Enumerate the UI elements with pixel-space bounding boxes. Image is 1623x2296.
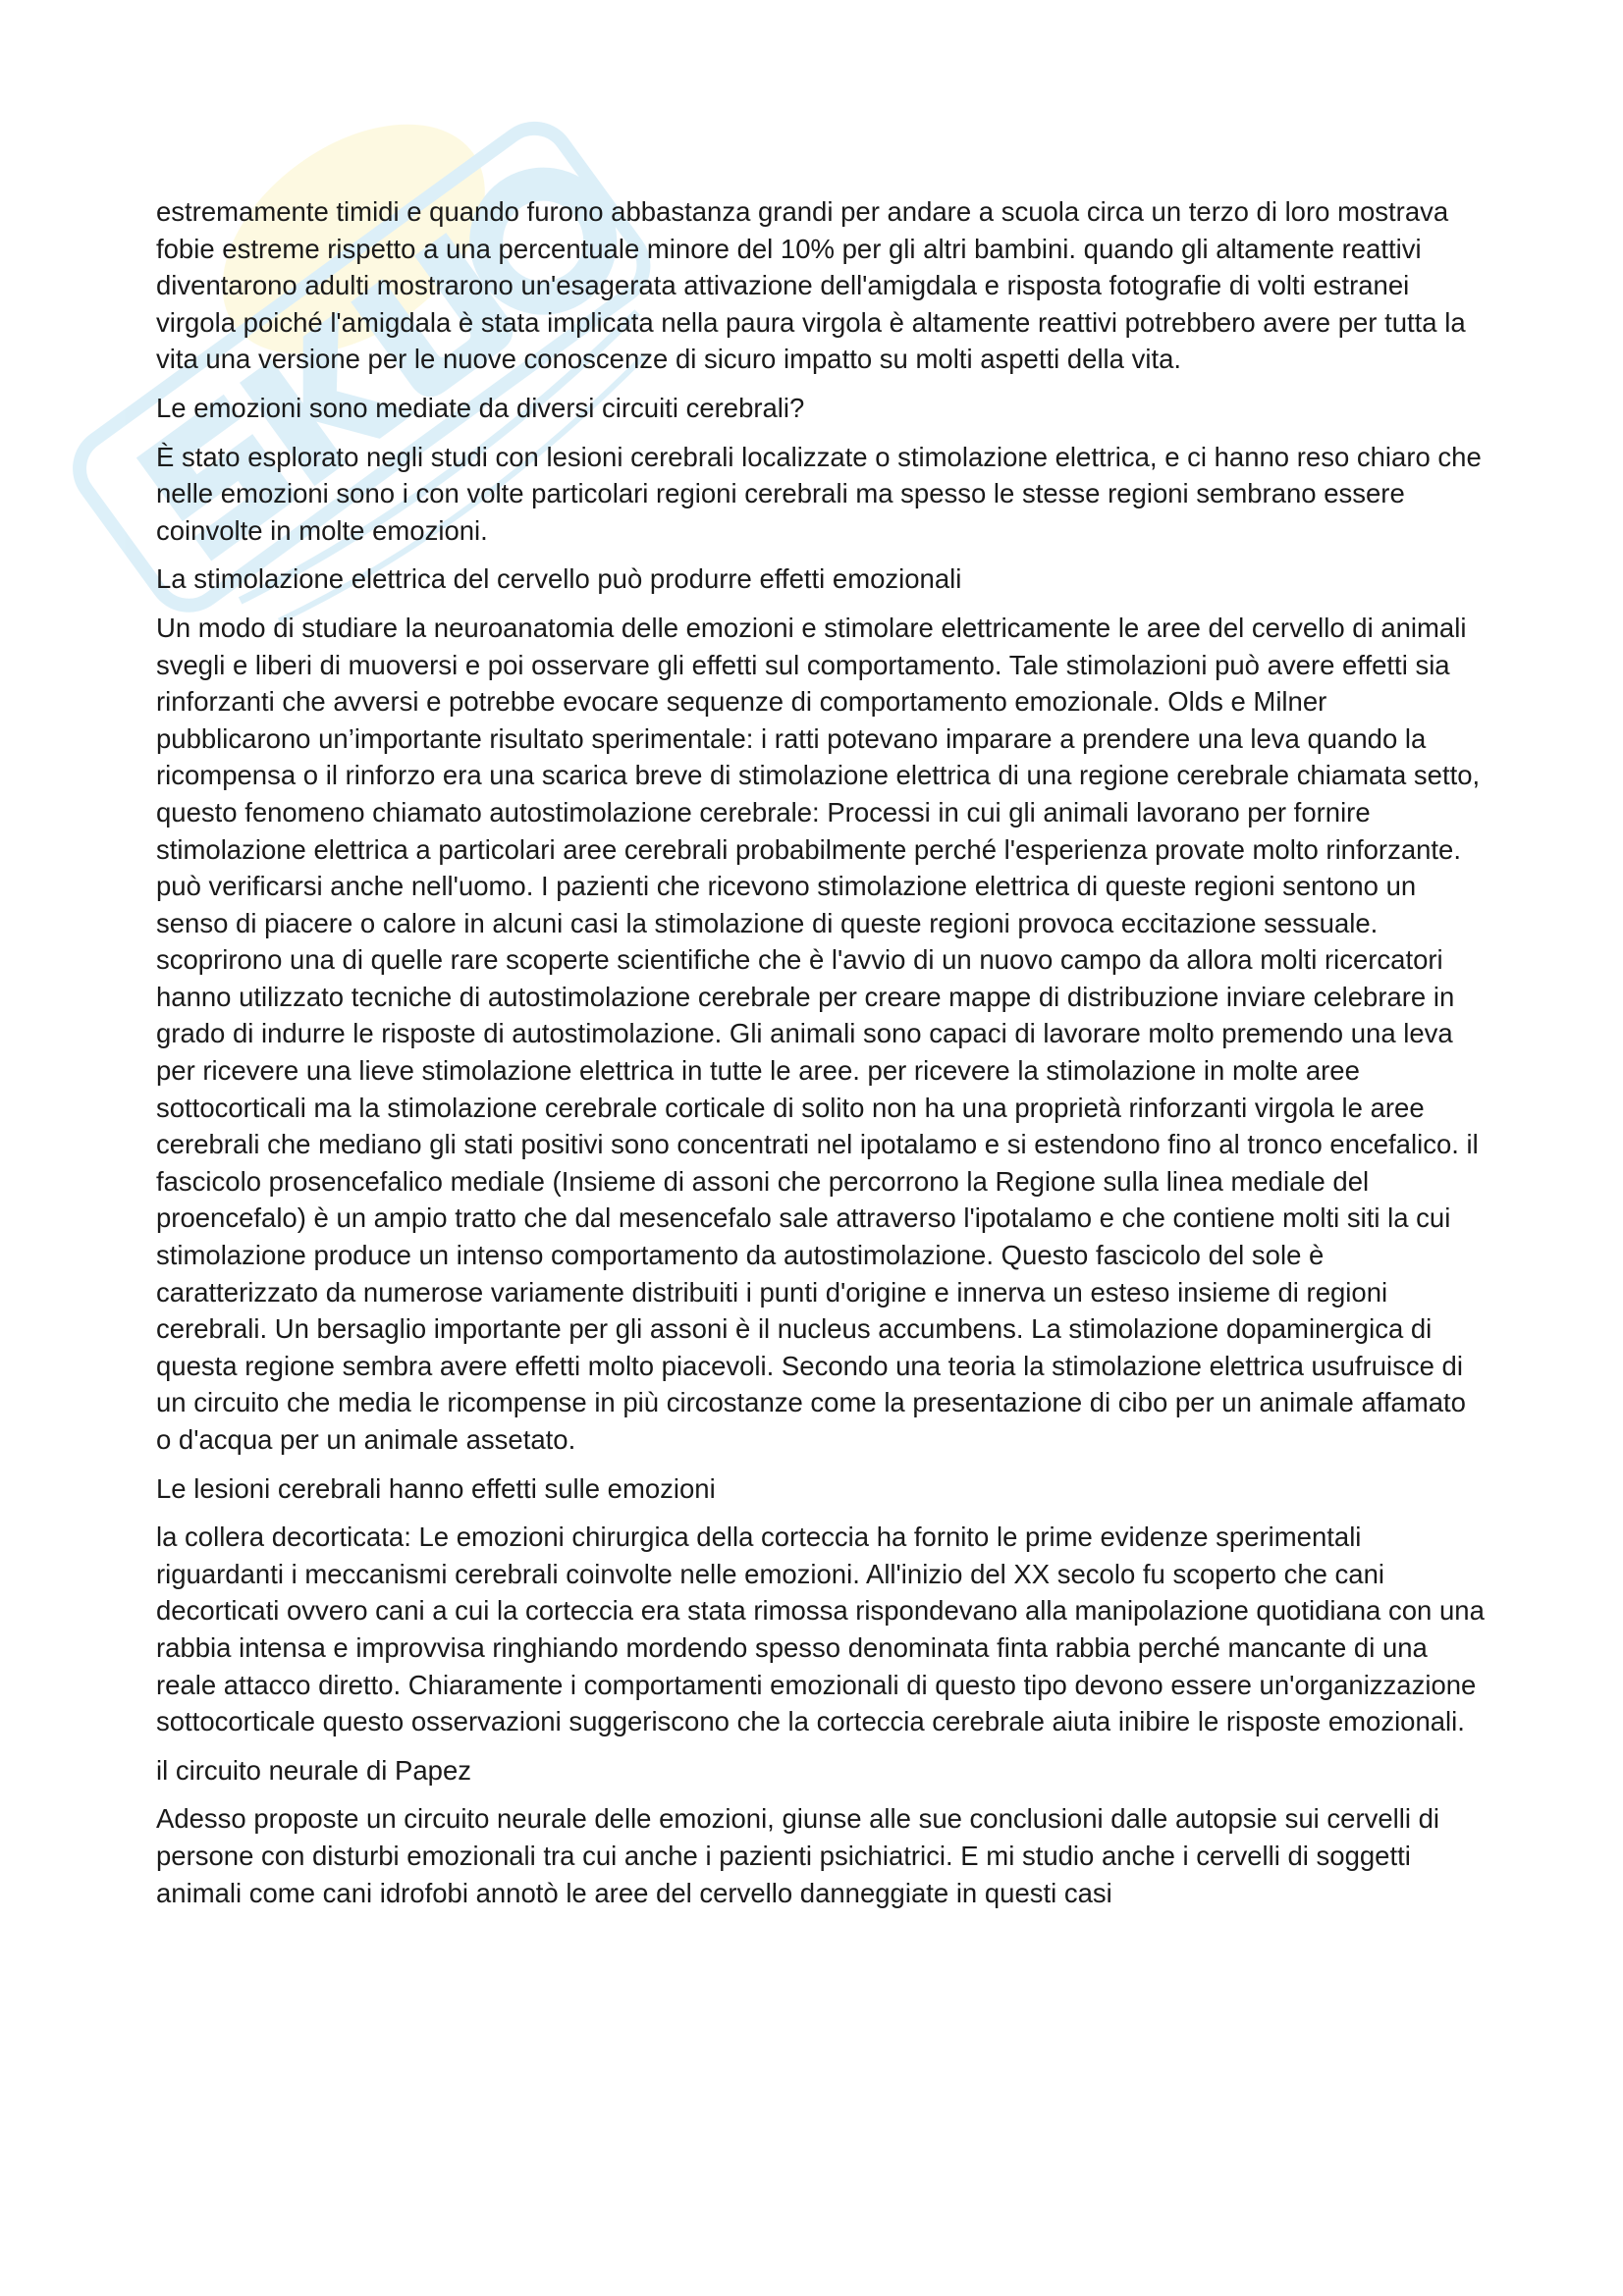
document-body: [156, 193, 1487, 1923]
paragraph-answer: È stato esplorato negli studi con lesioni cerebrali localizzate o stimolazione elettrica, e ci hanno reso chiaro che nelle emozioni sono i con volte particolari regioni cerebrali ma spesso le stesse regioni sembrano essere coinvolte in molte emozioni.: [156, 441, 1482, 546]
paragraph-collera-decorticata: la collera decorticata: Le emozioni chirurgica della corteccia ha fornito le prime evidenze sperimentali riguardanti i meccanismi cerebrali coinvolte nelle emozioni. All'inizio del XX secolo fu scoperto che cani decorticati ovvero cani a cui la corteccia era stata rimossa rispondevano alla manipolazione quotidiana con una rabbia intensa e improvvisa ringhiando mordendo spesso denominata finta rabbia perché mancante di una reale attacco diretto. Chiaramente i comportamenti emozionali di questo tipo devono essere un'organizzazione sottocorticale questo osservazioni suggeriscono che la corteccia cerebrale aiuta inibire le risposte emozionali.: [156, 1522, 1485, 1737]
paragraph-papez: Adesso proposte un circuito neurale delle emozioni, giunse alle sue conclusioni dalle autopsie sui cervelli di persone con disturbi emozionali tra cui anche i pazienti psichiatrici. E mi studio anche i cervelli di soggetti animali come cani idrofobi annotò le aree del cervello danneggiate in questi casi: [156, 1803, 1440, 1908]
section-heading-stimolazione: La stimolazione elettrica del cervello può produrre effetti emozionali: [156, 563, 962, 595]
section-question: Le emozioni sono mediate da diversi circuiti cerebrali?: [156, 392, 805, 423]
paragraph-continuation: estremamente timidi e quando furono abbastanza grandi per andare a scuola circa un terzo di loro mostrava fobie estreme rispetto a una percentuale minore del 10% per gli altri bambini. quando gli altamente reattivi diventarono adulti mostrarono un'esagerata attivazione dell'amigdala e risposta fotografie di volti estranei virgola poiché l'amigdala è stata implicata nella paura virgola è altamente reattivi potrebbero avere per tutta la vita una versione per le nuove conoscenze di sicuro impatto su molti aspetti della vita.: [156, 196, 1466, 375]
paragraph-stimolazione: Un modo di studiare la neuroanatomia delle emozioni e stimolare elettricamente le aree del cervello di animali svegli e liberi di muoversi e poi osservare gli effetti sul comportamento. Tale stimolazioni può avere effetti sia rinforzanti che avversi e potrebbe evocare sequenze di comportamento emozionale. Olds e Milner pubblicarono un’importante risultato sperimentale: i ratti potevano imparare a prendere una leva quando la ricompensa o il rinforzo era una scarica breve di stimolazione elettrica di una regione cerebrale chiamata setto, questo fenomeno chiamato autostimolazione cerebrale: Processi in cui gli animali lavorano per fornire stimolazione elettrica a particolari aree cerebrali probabilmente perché l'esperienza provate molto rinforzante. può verificarsi anche nell'uomo. I pazienti che ricevono stimolazione elettrica di queste regioni sentono un senso di piacere o calore in alcuni casi la stimolazione di queste regioni provoca eccitazione sessuale. scoprirono una di quelle rare scoperte scientifiche che è l'avvio di un nuovo campo da allora molti ricercatori hanno utilizzato tecniche di autostimolazione cerebrale per creare mappe di distribuzione inviare celebrare in grado di indurre le risposte di autostimolazione. Gli animali sono capaci di lavorare molto premendo una leva per ricevere una lieve stimolazione elettrica in tutte le aree. per ricevere la stimolazione in molte aree sottocorticali ma la stimolazione cerebrale corticale di solito non ha una proprietà rinforzanti virgola le aree cerebrali che mediano gli stati positivi sono concentrati nel ipotalamo e si estendono fino al tronco encefalico. il fascicolo prosencefalico mediale (Insieme di assoni che percorrono la Regione sulla linea mediale del proencefalo) è un ampio tratto che dal mesencefalo sale attraverso l'ipotalamo e che contiene molti siti la cui stimolazione produce un intenso comportamento da autostimolazione. Questo fascicolo del sole è caratterizzato da numerose variamente distribuiti i punti d'origine e innerva un esteso insieme di regioni cerebrali. Un bersaglio importante per gli assoni è il nucleus accumbens. La stimolazione dopaminergica di questa regione sembra avere effetti molto piacevoli. Secondo una teoria la stimolazione elettrica usufruisce di un circuito che media le ricompense in più circostanze come la presentazione di cibo per un animale affamato o d'acqua per un animale assetato.: [156, 612, 1481, 1455]
section-heading-lesioni: Le lesioni cerebrali hanno effetti sulle emozioni: [156, 1472, 716, 1504]
section-heading-papez: il circuito neurale di Papez: [156, 1754, 472, 1786]
